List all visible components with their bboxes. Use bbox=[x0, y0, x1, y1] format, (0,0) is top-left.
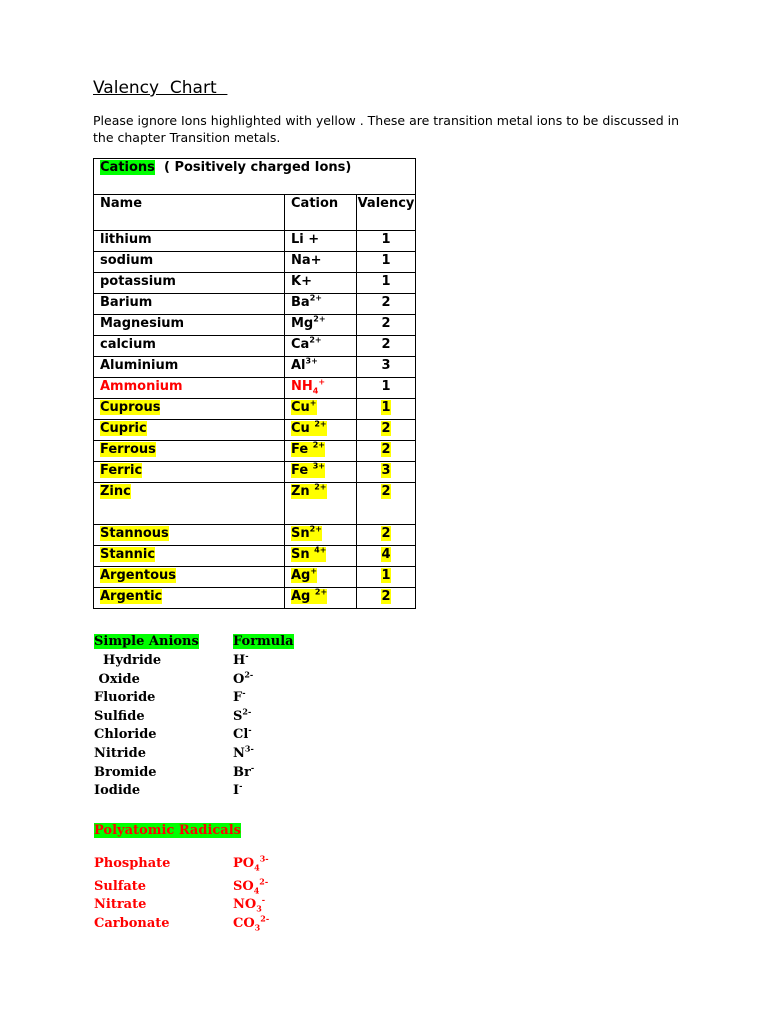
cation-valency-cell bbox=[357, 546, 416, 567]
anion-name: Oxide bbox=[94, 671, 140, 687]
cation-formula-cell bbox=[285, 252, 357, 273]
cation-valency-cell bbox=[357, 294, 416, 315]
cation-name: Stannic bbox=[100, 547, 156, 562]
formula-superscript: 2+ bbox=[309, 524, 322, 534]
formula-superscript: - bbox=[261, 894, 266, 905]
cation-row bbox=[94, 294, 416, 315]
formula-superscript: 2+ bbox=[314, 482, 327, 492]
cations-caption-highlight: Cations bbox=[100, 160, 155, 175]
formula-base: Zn bbox=[291, 484, 315, 499]
formula-base: Ag bbox=[291, 568, 311, 583]
cation-valency: 2 bbox=[381, 316, 391, 331]
cation-name-cell bbox=[94, 252, 285, 273]
cation-valency-cell bbox=[357, 588, 416, 609]
cations-caption-row bbox=[94, 159, 416, 195]
formula-base: Li + bbox=[291, 232, 320, 247]
cation-formula bbox=[291, 568, 317, 583]
cation-valency-cell bbox=[357, 357, 416, 378]
anion-formula bbox=[233, 669, 254, 687]
cation-name: Ammonium bbox=[100, 379, 183, 394]
cation-formula bbox=[291, 589, 327, 604]
anion-name: Sulfide bbox=[94, 708, 145, 724]
cation-name-cell bbox=[94, 231, 285, 252]
cation-row bbox=[94, 567, 416, 588]
cation-name-cell bbox=[94, 546, 285, 567]
cation-valency: 3 bbox=[381, 358, 391, 373]
formula-superscript: + bbox=[309, 398, 317, 408]
formula-subscript: 4 bbox=[253, 885, 260, 896]
formula-base: N bbox=[233, 746, 245, 761]
formula-superscript: 2- bbox=[242, 706, 252, 717]
cation-name: Zinc bbox=[100, 484, 131, 499]
formula-superscript: 2+ bbox=[314, 587, 328, 597]
intro-paragraph: Please ignore Ions highlighted with yellow . These are transition metal ions to be discussed in the chapter Transition metals. bbox=[93, 113, 680, 145]
formula-base: Ba bbox=[291, 295, 310, 310]
cations-caption-text: ( Positively charged Ions) bbox=[154, 160, 352, 175]
cation-valency-cell bbox=[357, 399, 416, 420]
cation-row bbox=[94, 441, 416, 462]
cation-row bbox=[94, 378, 416, 399]
anion-name: Iodide bbox=[94, 783, 141, 799]
cation-formula bbox=[291, 253, 322, 268]
cation-valency: 2 bbox=[381, 442, 391, 457]
anion-formula bbox=[233, 687, 246, 706]
formula-base: Br bbox=[233, 764, 251, 780]
formula-base: CO bbox=[233, 916, 255, 931]
anion-name: Bromide bbox=[94, 764, 157, 780]
cation-valency: 2 bbox=[381, 295, 391, 310]
cation-valency-cell bbox=[357, 420, 416, 441]
cation-valency: 2 bbox=[381, 421, 391, 436]
formula-base: Fe bbox=[291, 463, 313, 478]
formula-base: Ag bbox=[291, 589, 315, 604]
formula-superscript: 2+ bbox=[314, 419, 327, 429]
cation-row bbox=[94, 231, 416, 252]
cation-valency: 1 bbox=[381, 232, 391, 247]
formula-superscript: 2- bbox=[259, 876, 269, 887]
formula-superscript: 2- bbox=[244, 669, 254, 680]
cation-name: Barium bbox=[100, 295, 153, 310]
cation-valency-cell bbox=[357, 483, 416, 525]
anion-formula bbox=[233, 706, 252, 724]
cation-valency: 1 bbox=[381, 274, 391, 289]
cation-formula bbox=[291, 463, 325, 478]
anions-header-formula-text: Formula bbox=[233, 634, 294, 649]
cation-name-cell bbox=[94, 315, 285, 336]
formula-subscript: 4 bbox=[254, 862, 260, 873]
cation-name: Argentic bbox=[100, 589, 163, 604]
cation-valency-cell bbox=[357, 567, 416, 588]
cation-name-cell bbox=[94, 567, 285, 588]
cation-valency-cell bbox=[357, 231, 416, 252]
cation-name-cell bbox=[94, 357, 285, 378]
header-cation: Cation bbox=[285, 195, 357, 231]
cation-valency: 2 bbox=[381, 526, 391, 541]
cation-formula-cell bbox=[285, 336, 357, 357]
cation-valency-cell bbox=[357, 315, 416, 336]
anion-name: Fluoride bbox=[94, 690, 156, 706]
cation-valency: 2 bbox=[381, 589, 391, 604]
cation-valency-cell bbox=[357, 252, 416, 273]
cation-formula bbox=[291, 526, 322, 541]
cations-caption bbox=[94, 159, 416, 195]
formula-base: Cl bbox=[233, 727, 249, 743]
cation-valency: 1 bbox=[381, 379, 391, 394]
cations-header-row bbox=[94, 195, 416, 231]
cation-row bbox=[94, 315, 416, 336]
anion-name: Hydride bbox=[94, 653, 162, 668]
formula-base: F bbox=[233, 690, 243, 706]
cation-name-cell bbox=[94, 483, 285, 525]
cation-formula-cell bbox=[285, 357, 357, 378]
formula-base: Na+ bbox=[291, 253, 322, 268]
header-name: Name bbox=[94, 195, 285, 231]
anions-header-formula bbox=[233, 634, 294, 649]
cation-row bbox=[94, 483, 416, 525]
cation-name-cell bbox=[94, 588, 285, 609]
cation-name-cell bbox=[94, 336, 285, 357]
formula-base: Ca bbox=[291, 337, 310, 352]
header-valency: Valency bbox=[357, 195, 416, 231]
formula-superscript: - bbox=[239, 780, 243, 791]
polyatomic-name: Carbonate bbox=[94, 916, 170, 931]
formula-base: Fe bbox=[291, 442, 313, 457]
cation-formula-cell bbox=[285, 294, 357, 315]
cation-name-cell bbox=[94, 399, 285, 420]
cation-name: Stannous bbox=[100, 526, 169, 541]
anion-formula bbox=[233, 780, 243, 799]
cation-formula-cell bbox=[285, 231, 357, 252]
formula-base: NH bbox=[291, 379, 313, 394]
cation-formula bbox=[291, 442, 325, 457]
cation-formula bbox=[291, 421, 327, 436]
anions-header-name-text: Simple Anions bbox=[94, 634, 199, 649]
formula-subscript: 3 bbox=[256, 903, 262, 914]
cation-row bbox=[94, 525, 416, 546]
cation-valency: 2 bbox=[381, 484, 391, 499]
polyatomic-formula bbox=[233, 913, 270, 933]
cation-name: calcium bbox=[100, 337, 156, 352]
cation-formula-cell bbox=[285, 441, 357, 462]
formula-base: K+ bbox=[291, 274, 312, 289]
cation-valency-cell bbox=[357, 441, 416, 462]
cation-name-cell bbox=[94, 273, 285, 294]
formula-superscript: + bbox=[318, 377, 326, 387]
cation-valency: 1 bbox=[381, 400, 391, 415]
cation-formula-cell bbox=[285, 546, 357, 567]
formula-superscript: 3+ bbox=[305, 356, 318, 366]
cations-table bbox=[93, 158, 416, 609]
cation-name: potassium bbox=[100, 274, 176, 289]
cation-valency: 4 bbox=[381, 547, 391, 562]
formula-superscript: 2+ bbox=[313, 314, 326, 324]
cation-name: Aluminium bbox=[100, 358, 179, 373]
cation-name-cell bbox=[94, 378, 285, 399]
cation-formula bbox=[291, 232, 319, 247]
cation-valency: 2 bbox=[381, 337, 391, 352]
cation-formula-cell bbox=[285, 567, 357, 588]
formula-base: Sn bbox=[291, 526, 310, 541]
cation-formula bbox=[291, 274, 312, 289]
cation-name: Cupric bbox=[100, 421, 147, 436]
formula-base: S bbox=[233, 708, 243, 724]
formula-superscript: 2+ bbox=[312, 440, 325, 450]
cation-row bbox=[94, 357, 416, 378]
anion-formula bbox=[233, 762, 255, 780]
cation-row bbox=[94, 252, 416, 273]
formula-base: Mg bbox=[291, 316, 314, 331]
cation-formula-cell bbox=[285, 462, 357, 483]
cation-row bbox=[94, 462, 416, 483]
cation-formula bbox=[291, 400, 317, 415]
cation-formula-cell bbox=[285, 399, 357, 420]
page-title: Valency Chart bbox=[93, 78, 228, 98]
cation-valency: 3 bbox=[381, 463, 391, 478]
cation-formula-cell bbox=[285, 315, 357, 336]
cation-valency-cell bbox=[357, 525, 416, 546]
formula-superscript: - bbox=[248, 725, 252, 736]
formula-base: H bbox=[233, 653, 246, 668]
cation-valency-cell bbox=[357, 273, 416, 294]
cation-row bbox=[94, 399, 416, 420]
formula-superscript: + bbox=[310, 566, 318, 576]
cation-formula-cell bbox=[285, 483, 357, 525]
cation-valency: 1 bbox=[381, 568, 391, 583]
formula-base: Sn bbox=[291, 547, 315, 562]
formula-base: Al bbox=[291, 358, 306, 373]
polyatomic-header bbox=[94, 823, 241, 838]
formula-superscript: 2+ bbox=[309, 335, 322, 345]
formula-subscript: 4 bbox=[312, 386, 319, 396]
cation-formula-cell bbox=[285, 273, 357, 294]
cation-formula bbox=[291, 484, 327, 499]
formula-base: Cu bbox=[291, 421, 315, 436]
cation-name-cell bbox=[94, 420, 285, 441]
formula-superscript: - bbox=[242, 687, 246, 698]
formula-base: PO bbox=[233, 856, 255, 871]
cation-name: Argentous bbox=[100, 568, 176, 583]
cation-valency-cell bbox=[357, 378, 416, 399]
cation-formula-cell bbox=[285, 525, 357, 546]
anion-formula bbox=[233, 650, 249, 668]
cation-row bbox=[94, 546, 416, 567]
cation-name: sodium bbox=[100, 253, 154, 268]
formula-base: SO bbox=[233, 879, 254, 894]
cation-valency: 1 bbox=[381, 253, 391, 268]
cation-formula bbox=[291, 547, 326, 562]
cation-name: lithium bbox=[100, 232, 152, 247]
formula-base: Cu bbox=[291, 400, 310, 415]
polyatomic-formula bbox=[233, 853, 269, 873]
polyatomic-name: Phosphate bbox=[94, 856, 171, 871]
cation-name: Magnesium bbox=[100, 316, 185, 331]
anion-formula bbox=[233, 743, 254, 761]
polyatomic-name: Sulfate bbox=[94, 879, 147, 894]
cation-name-cell bbox=[94, 525, 285, 546]
formula-superscript: 4+ bbox=[314, 545, 327, 555]
cation-name-cell bbox=[94, 462, 285, 483]
formula-superscript: - bbox=[250, 762, 255, 773]
formula-base: O bbox=[233, 671, 245, 687]
polyatomic-formula bbox=[233, 876, 269, 896]
cation-formula bbox=[291, 295, 322, 310]
cation-row bbox=[94, 420, 416, 441]
formula-superscript: 3- bbox=[244, 743, 254, 754]
cation-formula bbox=[291, 358, 318, 373]
cation-formula-cell bbox=[285, 420, 357, 441]
cation-row bbox=[94, 273, 416, 294]
anion-name: Chloride bbox=[94, 727, 157, 743]
formula-subscript: 3 bbox=[254, 922, 261, 933]
cation-name: Ferric bbox=[100, 463, 143, 478]
cation-formula bbox=[291, 379, 325, 394]
cation-formula-cell bbox=[285, 588, 357, 609]
cation-formula-cell bbox=[285, 378, 357, 399]
cation-name: Cuprous bbox=[100, 400, 161, 415]
anion-name: Nitride bbox=[94, 746, 146, 761]
cation-formula bbox=[291, 316, 326, 331]
cation-row bbox=[94, 588, 416, 609]
cation-name-cell bbox=[94, 294, 285, 315]
polyatomic-formula bbox=[233, 894, 266, 914]
cation-name: Ferrous bbox=[100, 442, 156, 457]
polyatomic-header-text: Polyatomic Radicals bbox=[94, 823, 241, 838]
cation-name-cell bbox=[94, 441, 285, 462]
anions-header-name bbox=[94, 634, 199, 649]
formula-superscript: 3- bbox=[259, 853, 269, 864]
formula-superscript: 2- bbox=[260, 913, 270, 924]
cation-row bbox=[94, 336, 416, 357]
formula-base: NO bbox=[233, 897, 257, 912]
polyatomic-name: Nitrate bbox=[94, 897, 147, 912]
formula-superscript: 2+ bbox=[309, 293, 322, 303]
formula-superscript: - bbox=[245, 650, 249, 661]
formula-base: I bbox=[233, 783, 240, 799]
formula-superscript: 3+ bbox=[312, 461, 325, 471]
anion-formula bbox=[233, 727, 252, 742]
cation-valency-cell bbox=[357, 336, 416, 357]
cation-valency-cell bbox=[357, 462, 416, 483]
cation-formula bbox=[291, 337, 322, 352]
